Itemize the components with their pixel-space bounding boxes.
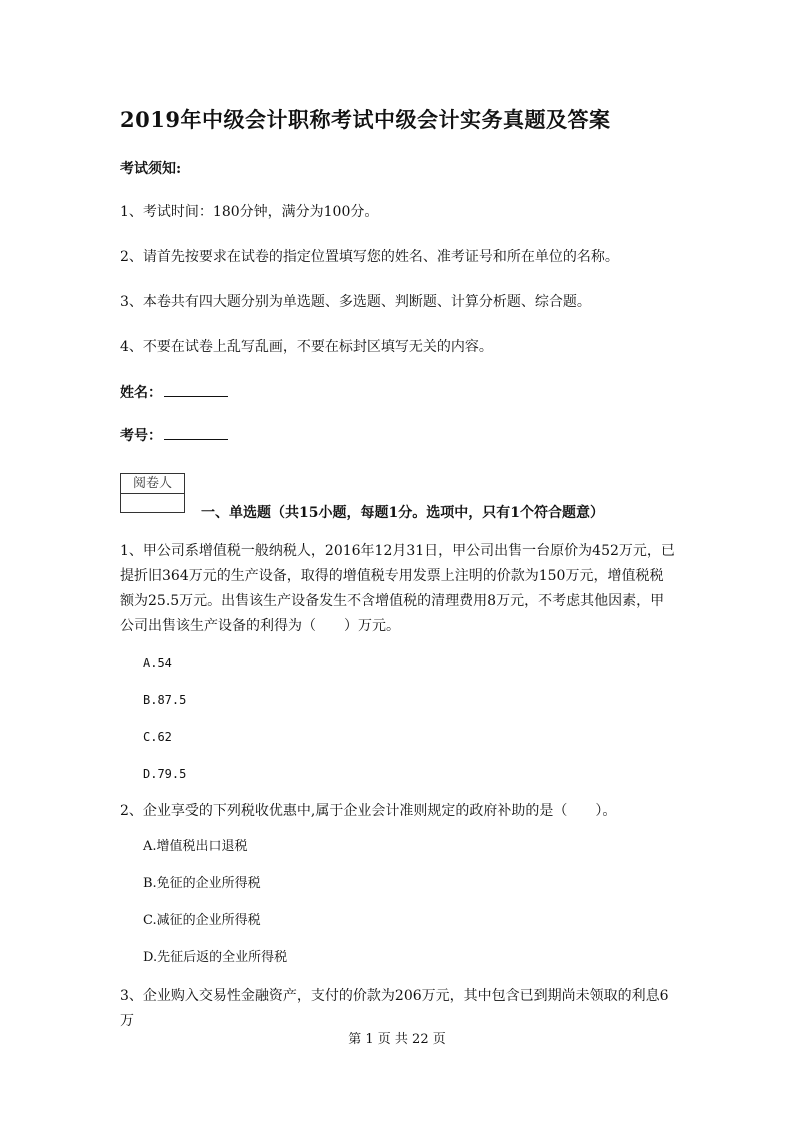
question-1-option-a: A.54 bbox=[143, 656, 172, 670]
question-2-option-a: A.增值税出口退税 bbox=[143, 839, 248, 854]
notice-item-3: 3、本卷共有四大题分别为单选题、多选题、判断题、计算分析题、综合题。 bbox=[120, 294, 591, 310]
grader-box bbox=[120, 473, 185, 513]
question-1-option-b: B.87.5 bbox=[143, 693, 187, 707]
page-title: 2019年中级会计职称考试中级会计实务真题及答案 bbox=[120, 107, 611, 132]
section-title: 一、单选题（共15小题，每题1分。选项中，只有1个符合题意） bbox=[201, 505, 604, 521]
page-footer: 第 1 页 共 22 页 bbox=[348, 1032, 446, 1047]
exam-number-blank-line bbox=[164, 425, 228, 440]
notice-heading: 考试须知: bbox=[120, 161, 182, 177]
question-1-option-d: D.79.5 bbox=[143, 767, 187, 781]
exam-number-label: 考号： bbox=[120, 428, 162, 444]
question-2-option-c: C.减征的企业所得税 bbox=[143, 913, 261, 928]
name-blank-line bbox=[164, 382, 228, 397]
grader-label: 阅卷人 bbox=[121, 474, 184, 494]
question-3-stem: 3、企业购入交易性金融资产，支付的价款为206万元，其中包含已到期尚未领取的利息6万 bbox=[120, 988, 669, 1029]
question-2-option-d: D.先征后返的全业所得税 bbox=[143, 950, 288, 965]
notice-item-4: 4、不要在试卷上乱写乱画，不要在标封区填写无关的内容。 bbox=[120, 339, 493, 355]
notice-item-2: 2、请首先按要求在试卷的指定位置填写您的姓名、准考证号和所在单位的名称。 bbox=[120, 249, 619, 265]
question-2-stem: 2、企业享受的下列税收优惠中,属于企业会计准则规定的政府补助的是（ ）。 bbox=[120, 803, 617, 819]
question-2-option-b: B.免征的企业所得税 bbox=[143, 876, 261, 891]
exam-number-field bbox=[120, 425, 228, 445]
name-label: 姓名： bbox=[120, 385, 162, 401]
question-1-option-c: C.62 bbox=[143, 730, 172, 744]
name-field bbox=[120, 382, 228, 402]
question-1-stem: 1、甲公司系增值税一般纳税人，2016年12月31日，甲公司出售一台原价为452万元，已提折旧364万元的生产设备，取得的增值税专用发票上注明的价款为150万元，增值税税额为25.5万元。出售该生产设备发生不含增值税的清理费用8万元，不考虑其他因素，甲公司出售该生产设备的利得为（ ）万元。 bbox=[120, 543, 675, 634]
notice-item-1: 1、考试时间：180分钟，满分为100分。 bbox=[120, 204, 379, 220]
